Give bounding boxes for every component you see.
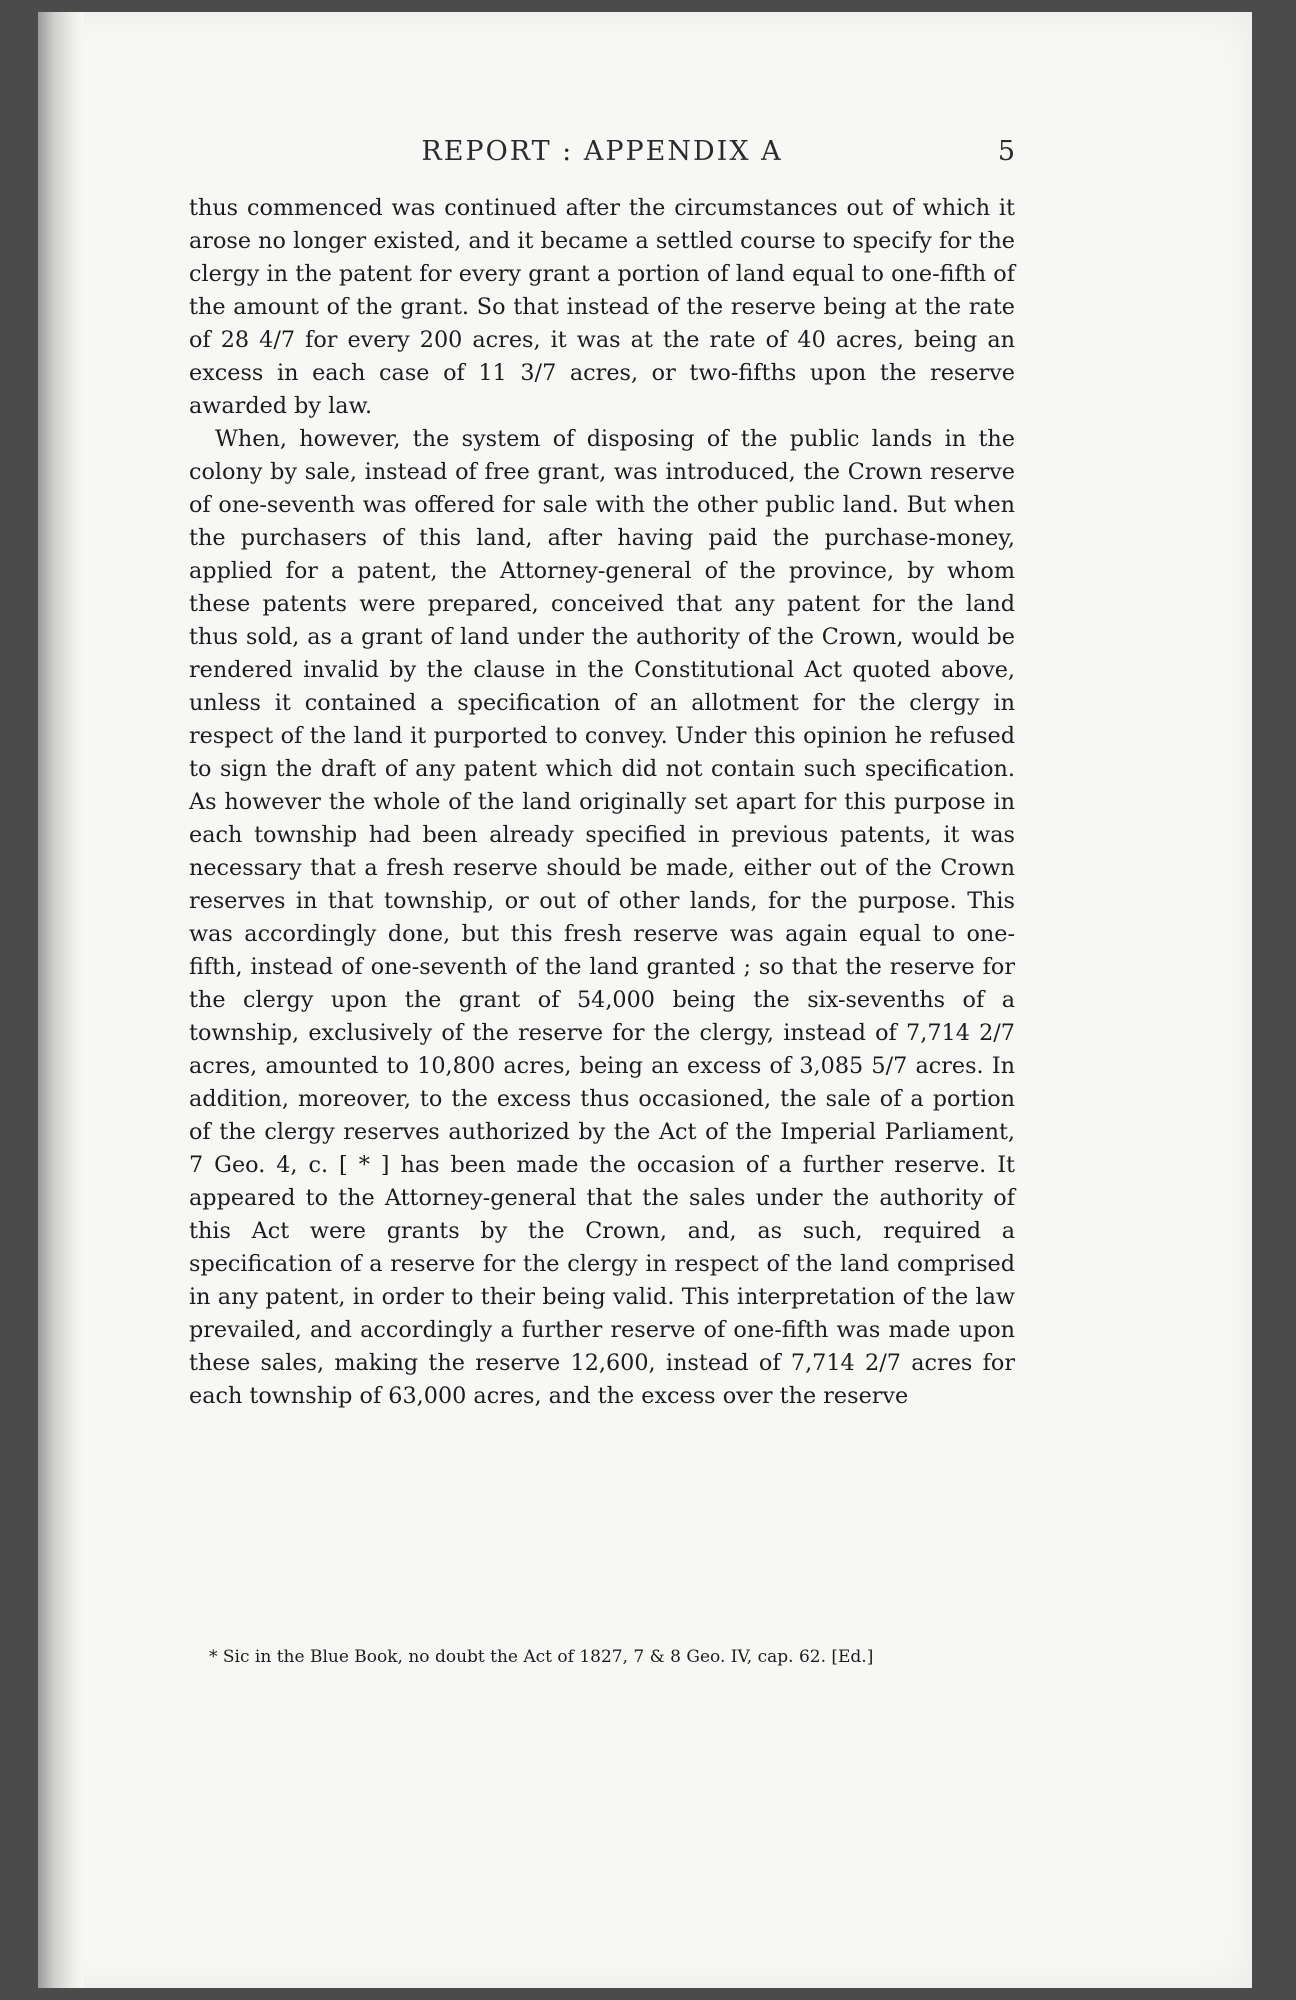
page-gutter-shadow bbox=[38, 12, 84, 1988]
paragraph-1: thus commenced was continued after the circumstances out of which it arose no longer existed, and it became a settled course to specify for the clergy in the patent for every grant a portion of land equal to one-fifth of the amount of the grant. So that instead of the reserve being at the rate of 28 4/7 for every 200 acres, it was at the rate of 40 acres, being an excess in each case of 11 3/7 acres, or two-fifths upon the reserve awarded by law. bbox=[189, 195, 1015, 419]
book-page bbox=[38, 12, 1252, 1988]
page-number: 5 bbox=[997, 136, 1015, 167]
running-head: REPORT : APPENDIX A bbox=[421, 136, 783, 167]
footnote: * Sic in the Blue Book, no doubt the Act of 1827, 7 & 8 Geo. IV, cap. 62. [Ed.] bbox=[209, 1647, 874, 1667]
paragraph-2: When, however, the system of disposing of the public lands in the colony by sale, instead of free grant, was introduced, the Crown reserve of one-seventh was offered for sale with the other public land. But when the purchasers of this land, after having paid the purchase-money, applied for a patent, the Attorney-general of the province, by whom these patents were prepared, conceived that any patent for the land thus sold, as a grant of land under the authority of the Crown, would be rendered invalid by the clause in the Constitutional Act quoted above, unless it contained a specification of an allotment for the clergy in respect of the land it purported to convey. Under this opinion he refused to sign the draft of any patent which did not contain such specification. As however the whole of the land originally set apart for this purpose in each township had been already specified in previous patents, it was necessary that a fresh reserve should be made, either out of the Crown reserves in that township, or out of other lands, for the purpose. This was accordingly done, but this fresh reserve was again equal to one-fifth, instead of one-seventh of the land granted ; so that the reserve for the clergy upon the grant of 54,000 being the six-sevenths of a township, exclusively of the reserve for the clergy, instead of 7,714 2/7 acres, amounted to 10,800 acres, being an excess of 3,085 5/7 acres. In addition, moreover, to the excess thus occasioned, the sale of a portion of the clergy reserves authorized by the Act of the Imperial Parliament, 7 Geo. 4, c. [ * ] has been made the occasion of a further reserve. It appeared to the Attorney-general that the sales under the authority of this Act were grants by the Crown, and, as such, required a specification of a reserve for the clergy in respect of the land comprised in any patent, in order to their being valid. This interpretation of the law prevailed, and accordingly a further reserve of one-fifth was made upon these sales, making the reserve 12,600, instead of 7,714 2/7 acres for each township of 63,000 acres, and the excess over the reserve bbox=[189, 426, 1015, 1409]
page-header bbox=[189, 136, 1015, 176]
body-text bbox=[189, 192, 1015, 1413]
